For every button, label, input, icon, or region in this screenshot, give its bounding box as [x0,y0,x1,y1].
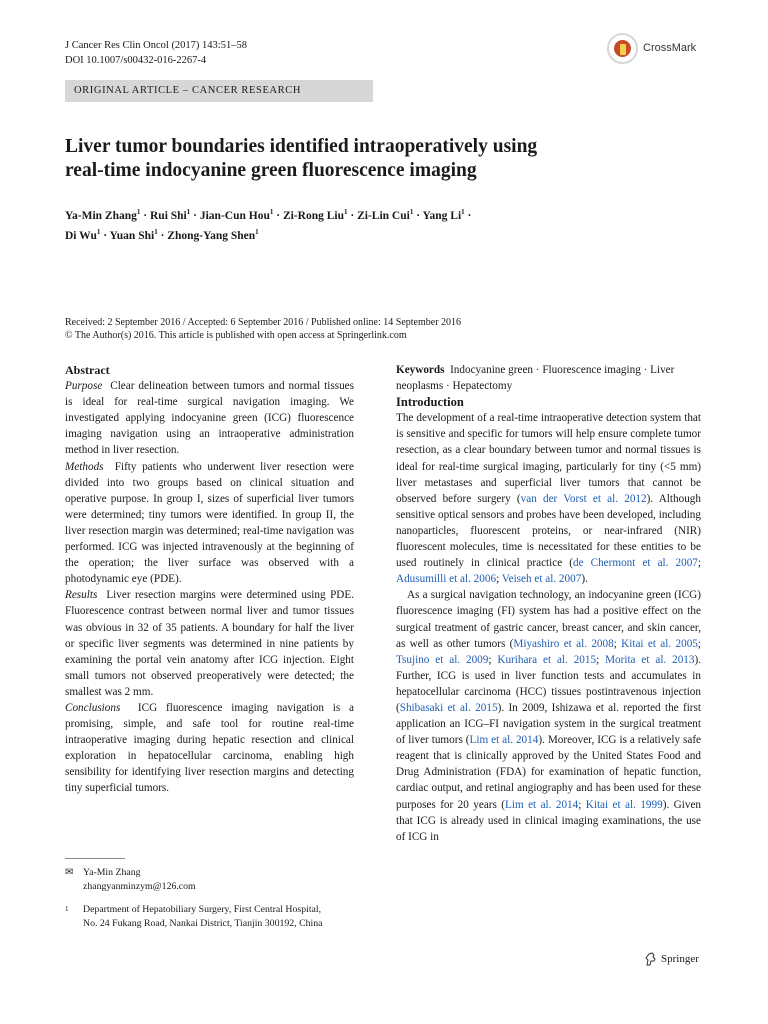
intro-paragraph-2: As a surgical navigation technology, an indocyanine green (ICG) fluorescence imaging (FI) system has had a positive effect on the surgical treatment of gastric cancer, breast cancer, and skin cancer, as well as other tumors (Miyashiro et al. 2008; Kitai et al. 2005; Tsujino et al. 2009; Kurihara et al. 2015; Morita et al. 2013). Further, ICG is used in liver function tests and accumulates in hepatocellular carcinoma (HCC) tissues postintravenous injection (Shibasaki et al. 2015). In 2009, Ishizawa et al. reported the first application an ICG–FI navigation system in the surgical treatment of liver tumors (Lim et al. 2014). Moreover, ICG is a relatively safe reagent that is clinically approved by the United States Food and Drug Administration (FDA) for examination of hepatic function, cardiac output, and retinal angiography and has been used for these purposes for 20 years (Lim et al. 2014; Kitai et al. 1999). Given that ICG is already used in clinical imaging examinations, the use of ICG in [396,589,702,843]
crossmark-icon [607,33,638,64]
affiliation-number: 1 [65,905,69,913]
citation-link[interactable]: de Chermont et al. 2007 [573,557,698,570]
journal-info [65,38,247,68]
springer-label: Springer [661,953,699,965]
received-dates: Received: 2 September 2016 / Accepted: 6 September 2016 / Published online: 14 September 2016 [65,317,462,328]
citation-link[interactable]: Lim et al. 2014 [469,734,539,747]
citation-link[interactable]: Veiseh et al. 2007 [501,573,582,586]
keywords: Keywords Indocyanine green · Fluorescence imaging · Liver neoplasms · Hepatectomy [396,364,675,393]
abstract-results: Results Liver resection margins were determined using PDE. Fluorescence contrast between normal liver and tumor tissues was obvious in 32 of 35 patients. A boundary for half the liver or specific liver segments was determined in nine patients by examining the portal vein anatomy after ICG injection. Eight small tumors not observed preoperatively were detected; the smallest was 2 mm. [65,589,354,698]
corresponding-author [65,866,196,893]
publication-dates [65,316,461,342]
author-name[interactable]: Di Wu [65,229,97,242]
crossmark-badge[interactable] [607,31,727,65]
author-list [65,204,585,244]
author-line-1: Ya-Min Zhang$^1$ · Rui Shi$^1$ · Jian-Cun Hou$^1$ · Zi-Rong Liu$^1$ · Zi-Lin Cui$^1$ · Yang $Li^1$ · [65,208,472,222]
abstract-conclusions: Conclusions ICG fluorescence imaging navigation is a promising, simple, and safe tool for routine real-time intraoperative imaging during hepatic resection and clinical exploration in hepatocellular carcinoma, enabling high sensibility for identifying liver resection margins and detecting tiny superficial tumors. [65,701,355,795]
title-line-1: Liver tumor boundaries identified intraoperatively using [65,136,538,157]
article-title [65,135,645,183]
author-name[interactable]: Zi-Lin Cui [357,209,410,222]
footnote-divider [65,858,125,859]
citation-link[interactable]: Adusumilli et al. 2006 [396,573,497,586]
citation-link[interactable]: Shibasaki et al. 2015 [399,701,498,714]
crossmark-label: CrossMark [643,42,697,54]
citation-link[interactable]: Kurihara et al. 2015 [497,653,597,666]
citation-link[interactable]: Kitai et al. 1999 [585,798,663,811]
abstract-heading: Abstract [65,363,110,377]
abstract-purpose: Purpose Clear delineation between tumors and normal tissues is ideal for real-time surgical navigation imaging. We investigated applying indocyanine green (ICG) fluorescence imaging navigation using an intraoperative administration method in liver resection. [65,380,354,457]
author-name[interactable]: Yang Li [422,209,462,222]
springer-horse-icon [645,952,657,966]
abstract-section [65,362,354,797]
corresponding-email[interactable]: zhangyanminzym@126.com [83,880,196,892]
doi[interactable]: DOI 10.1007/s00432-016-2267-4 [65,55,207,66]
intro-paragraph-1: The development of a real-time intraoperative detection system that is sensitive and specific for tumors will help ensure complete tumor resection, as a clear boundary between tumor and normal tissues is ideal for real-time surgical imaging, particularly for tiny (<5 mm) liver metastases and superficial liver tumors that cannot be observed before surgery (van der Vorst et al. 2012). Although sensitive optical sensors and probes have been developed, including nanoparticles, fluorescent proteins, or near-infrared (NIR) fluorescent molecules, time is necessitated for these entities to be used routinely in clinical practice (de Chermont et al. 2007; Adusumilli et al. 2006; Veiseh et al. 2007). [396,412,702,586]
affiliation [65,903,322,930]
journal-citation: J Cancer Res Clin Oncol (2017) 143:51–58 [65,40,247,51]
citation-link[interactable]: Lim et al. 2014 [505,798,579,811]
author-name[interactable]: Ya-Min Zhang [65,209,137,222]
affiliation-line-2: No. 24 Fukang Road, Nankai District, Tianjin 300192, China [83,917,323,929]
author-name[interactable]: Zi-Rong Liu [282,209,344,222]
author-name[interactable]: Zhong-Yang Shen [167,229,256,242]
author-name[interactable]: Rui Shi [150,209,187,222]
affiliation-line-1: Department of Hepatobiliary Surgery, First Central Hospital, [83,904,322,915]
citation-link[interactable]: van der Vorst et al. 2012 [520,492,647,505]
citation-link[interactable]: Miyashiro et al. 2008 [513,637,614,650]
right-column [396,362,701,845]
envelope-icon: ✉ [65,867,74,878]
copyright-line: © The Author(s) 2016. This article is published with open access at Springerlink.com [65,330,407,341]
title-line-2: real-time indocyanine green fluorescence imaging [65,160,477,181]
abstract-methods: Methods Fifty patients who underwent liver resection were divided into two groups based on clinical situation and operative purpose. In group I, sizes of superficial liver tumors were determined; tiny tumors were identified. In group II, the liver resection margin was determined; real-time navigation was performed. ICG was injected intravenously at the beginning of the operation; the liver surface was observed with a photodynamic eye (PDE). [65,460,354,586]
citation-link[interactable]: Morita et al. 2013 [605,653,695,666]
article-type-banner: ORIGINAL ARTICLE – CANCER RESEARCH [65,80,373,102]
springer-logo [645,952,699,966]
corresponding-name: Ya-Min Zhang [83,867,141,878]
citation-link[interactable]: Kitai et al. 2005 [621,637,698,650]
introduction-heading: Introduction [396,395,464,410]
author-name[interactable]: Yuan Shi [109,229,155,242]
author-line-2: Di $Wu^1$ · Yuan Shi$^1$ · Zhong-Yang Shen$^1$ [65,227,259,242]
author-name[interactable]: Jian-Cun Hou [199,209,270,222]
citation-link[interactable]: Tsujino et al. 2009 [396,653,489,666]
